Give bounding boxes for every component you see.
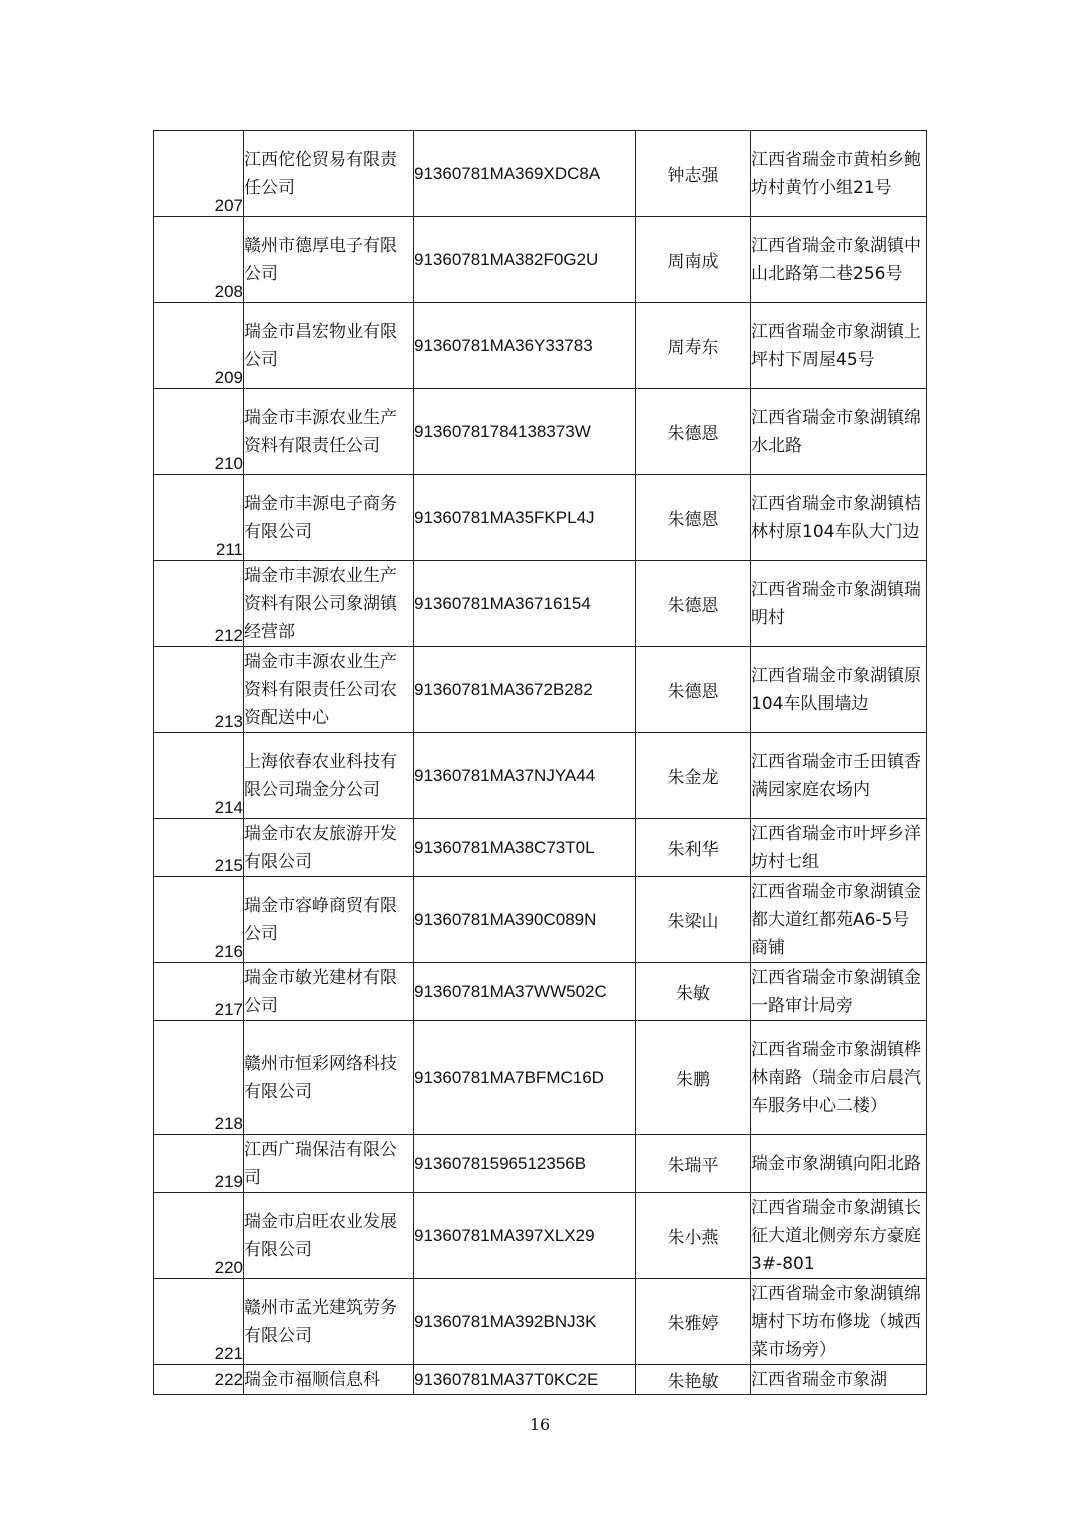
legal-representative-cell: 朱艳敏: [636, 1365, 751, 1395]
company-name-cell: 瑞金市敏光建材有限公司: [244, 963, 414, 1021]
credit-code-cell: 91360781MA3672B282: [414, 647, 636, 733]
row-number-cell: 207: [154, 131, 244, 217]
address-cell: 江西省瑞金市象湖镇长征大道北侧旁东方豪庭3#-801: [751, 1193, 927, 1279]
legal-representative-cell: 朱德恩: [636, 389, 751, 475]
credit-code-cell: 91360781MA35FKPL4J: [414, 475, 636, 561]
company-name-cell: 瑞金市丰源电子商务有限公司: [244, 475, 414, 561]
legal-representative-cell: 周南成: [636, 217, 751, 303]
address-cell: 江西省瑞金市象湖镇绵水北路: [751, 389, 927, 475]
legal-representative-cell: 朱德恩: [636, 647, 751, 733]
credit-code-cell: 91360781MA369XDC8A: [414, 131, 636, 217]
legal-representative-cell: 周寿东: [636, 303, 751, 389]
address-cell: 江西省瑞金市象湖镇桦林南路（瑞金市启晨汽车服务中心二楼）: [751, 1021, 927, 1135]
credit-code-cell: 91360781MA37T0KC2E: [414, 1365, 636, 1395]
company-name-cell: 江西佗伦贸易有限责任公司: [244, 131, 414, 217]
row-number-cell: 216: [154, 877, 244, 963]
legal-representative-cell: 朱德恩: [636, 475, 751, 561]
address-cell: 江西省瑞金市象湖镇金一路审计局旁: [751, 963, 927, 1021]
table-row: [154, 1193, 927, 1279]
address-cell: 江西省瑞金市黄柏乡鲍坊村黄竹小组21号: [751, 131, 927, 217]
legal-representative-cell: 钟志强: [636, 131, 751, 217]
table-row: [154, 561, 927, 647]
table-row: [154, 389, 927, 475]
credit-code-cell: 91360781MA382F0G2U: [414, 217, 636, 303]
row-number-cell: 215: [154, 819, 244, 877]
credit-code-cell: 91360781784138373W: [414, 389, 636, 475]
credit-code-cell: 91360781MA392BNJ3K: [414, 1279, 636, 1365]
table-body: [154, 131, 927, 1395]
row-number-cell: 219: [154, 1135, 244, 1193]
row-number-cell: 221: [154, 1279, 244, 1365]
row-number-cell: 212: [154, 561, 244, 647]
address-cell: 江西省瑞金市象湖镇金都大道红都苑A6-5号商铺: [751, 877, 927, 963]
enterprise-registry-table: [153, 130, 927, 1395]
table-row: [154, 1279, 927, 1365]
table-row: [154, 131, 927, 217]
row-number-cell: 213: [154, 647, 244, 733]
company-name-cell: 瑞金市启旺农业发展有限公司: [244, 1193, 414, 1279]
credit-code-cell: 91360781MA36716154: [414, 561, 636, 647]
credit-code-cell: 91360781MA38C73T0L: [414, 819, 636, 877]
address-cell: 江西省瑞金市叶坪乡洋坊村七组: [751, 819, 927, 877]
company-name-cell: 瑞金市丰源农业生产资料有限责任公司农资配送中心: [244, 647, 414, 733]
credit-code-cell: 91360781MA37NJYA44: [414, 733, 636, 819]
credit-code-cell: 91360781596512356B: [414, 1135, 636, 1193]
legal-representative-cell: 朱雅婷: [636, 1279, 751, 1365]
legal-representative-cell: 朱小燕: [636, 1193, 751, 1279]
row-number-cell: 208: [154, 217, 244, 303]
company-name-cell: 江西广瑞保洁有限公司: [244, 1135, 414, 1193]
credit-code-cell: 91360781MA36Y33783: [414, 303, 636, 389]
credit-code-cell: 91360781MA37WW502C: [414, 963, 636, 1021]
row-number-cell: 218: [154, 1021, 244, 1135]
address-cell: 江西省瑞金市壬田镇香满园家庭农场内: [751, 733, 927, 819]
legal-representative-cell: 朱鹏: [636, 1021, 751, 1135]
legal-representative-cell: 朱金龙: [636, 733, 751, 819]
row-number-cell: 209: [154, 303, 244, 389]
company-name-cell: 赣州市孟光建筑劳务有限公司: [244, 1279, 414, 1365]
row-number-cell: 220: [154, 1193, 244, 1279]
legal-representative-cell: 朱德恩: [636, 561, 751, 647]
table-row: [154, 819, 927, 877]
address-cell: 江西省瑞金市象湖镇瑞明村: [751, 561, 927, 647]
address-cell: 江西省瑞金市象湖镇中山北路第二巷256号: [751, 217, 927, 303]
row-number-cell: 210: [154, 389, 244, 475]
table-row: [154, 963, 927, 1021]
legal-representative-cell: 朱梁山: [636, 877, 751, 963]
company-name-cell: 瑞金市丰源农业生产资料有限责任公司: [244, 389, 414, 475]
table-row: [154, 877, 927, 963]
row-number-cell: 222: [154, 1365, 244, 1395]
credit-code-cell: 91360781MA7BFMC16D: [414, 1021, 636, 1135]
address-cell: 江西省瑞金市象湖镇原104车队围墙边: [751, 647, 927, 733]
table-row: [154, 303, 927, 389]
legal-representative-cell: 朱利华: [636, 819, 751, 877]
company-name-cell: 上海依春农业科技有限公司瑞金分公司: [244, 733, 414, 819]
address-cell: 瑞金市象湖镇向阳北路: [751, 1135, 927, 1193]
address-cell: 江西省瑞金市象湖镇桔林村原104车队大门边: [751, 475, 927, 561]
credit-code-cell: 91360781MA397XLX29: [414, 1193, 636, 1279]
credit-code-cell: 91360781MA390C089N: [414, 877, 636, 963]
company-name-cell: 瑞金市丰源农业生产资料有限公司象湖镇经营部: [244, 561, 414, 647]
row-number-cell: 211: [154, 475, 244, 561]
legal-representative-cell: 朱瑞平: [636, 1135, 751, 1193]
table-row: [154, 1021, 927, 1135]
table-row: [154, 217, 927, 303]
table-row: [154, 1365, 927, 1395]
page-number: 16: [529, 1415, 551, 1434]
company-name-cell: 瑞金市福顺信息科: [244, 1365, 414, 1395]
table-row: [154, 647, 927, 733]
row-number-cell: 217: [154, 963, 244, 1021]
address-cell: 江西省瑞金市象湖镇上坪村下周屋45号: [751, 303, 927, 389]
row-number-cell: 214: [154, 733, 244, 819]
company-name-cell: 赣州市德厚电子有限公司: [244, 217, 414, 303]
table-row: [154, 733, 927, 819]
company-name-cell: 瑞金市昌宏物业有限公司: [244, 303, 414, 389]
table-row: [154, 475, 927, 561]
address-cell: 江西省瑞金市象湖: [751, 1365, 927, 1395]
table-row: [154, 1135, 927, 1193]
company-name-cell: 瑞金市容峥商贸有限公司: [244, 877, 414, 963]
company-name-cell: 赣州市恒彩网络科技有限公司: [244, 1021, 414, 1135]
company-name-cell: 瑞金市农友旅游开发有限公司: [244, 819, 414, 877]
address-cell: 江西省瑞金市象湖镇绵塘村下坊布修垅（城西菜市场旁）: [751, 1279, 927, 1365]
legal-representative-cell: 朱敏: [636, 963, 751, 1021]
